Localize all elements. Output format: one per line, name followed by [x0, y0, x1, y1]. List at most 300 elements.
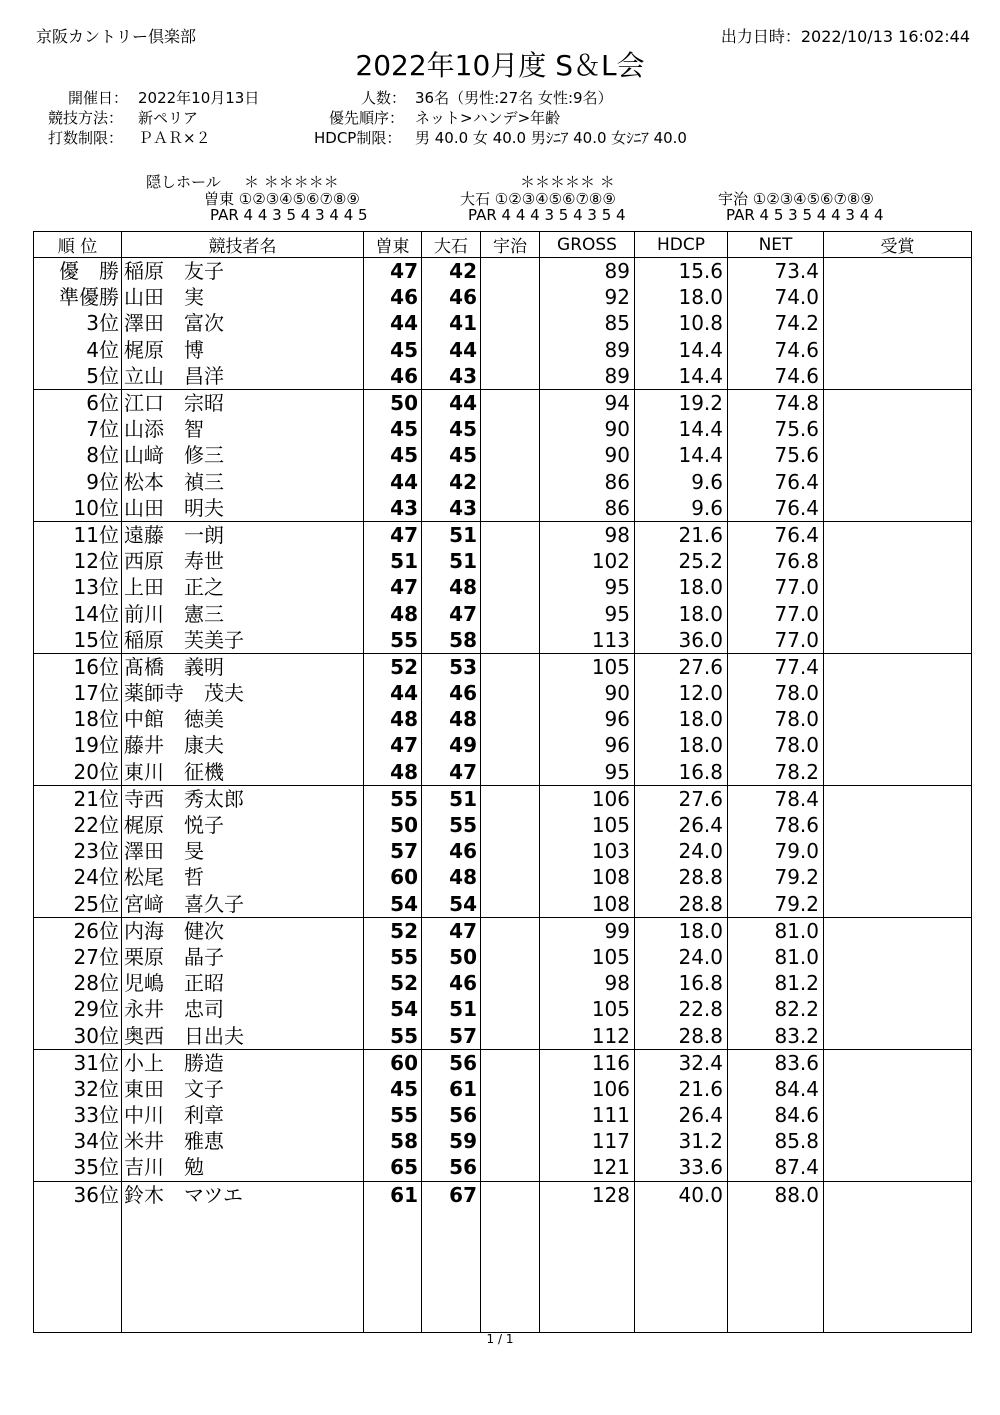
result-course-1-score: 50 — [364, 389, 422, 416]
result-course-2-score: 50 — [422, 944, 481, 970]
result-hdcp: 36.0 — [635, 627, 728, 654]
result-course-2-score: 56 — [422, 1102, 481, 1128]
result-gross: 89 — [540, 337, 635, 363]
table-row — [34, 1128, 972, 1154]
result-gross: 95 — [540, 574, 635, 600]
result-hdcp: 18.0 — [635, 284, 728, 310]
result-course-2-score: 61 — [422, 1076, 481, 1102]
result-course-3-score — [481, 653, 540, 680]
col-player: 競技者名 — [122, 232, 364, 258]
result-rank: 16位 — [34, 653, 122, 680]
result-rank: 32位 — [34, 1076, 122, 1102]
result-course-1-score: 50 — [364, 812, 422, 838]
result-gross: 85 — [540, 310, 635, 336]
result-player-name: 薬師寺 茂夫 — [122, 680, 364, 706]
result-award — [824, 917, 972, 944]
result-hdcp: 28.8 — [635, 864, 728, 890]
result-rank: 24位 — [34, 864, 122, 890]
result-rank: 21位 — [34, 785, 122, 812]
result-course-2-score: 67 — [422, 1181, 481, 1208]
result-award — [824, 495, 972, 522]
result-rank: 23位 — [34, 838, 122, 864]
result-player-name: 上田 正之 — [122, 574, 364, 600]
result-gross: 90 — [540, 680, 635, 706]
result-course-2-score: 48 — [422, 574, 481, 600]
result-gross: 105 — [540, 653, 635, 680]
course-2-par: PAR 4 4 4 3 5 4 3 5 4 — [468, 206, 626, 224]
result-hdcp: 25.2 — [635, 548, 728, 574]
result-rank: 26位 — [34, 917, 122, 944]
result-course-1-score: 57 — [364, 838, 422, 864]
result-course-1-score: 44 — [364, 680, 422, 706]
result-net: 73.4 — [728, 258, 824, 285]
result-rank: 25位 — [34, 891, 122, 918]
result-player-name: 児嶋 正昭 — [122, 970, 364, 996]
result-course-1-score: 54 — [364, 891, 422, 918]
result-course-3-score — [481, 521, 540, 548]
result-course-1-score: 45 — [364, 416, 422, 442]
result-course-1-score: 60 — [364, 1049, 422, 1076]
result-net: 88.0 — [728, 1181, 824, 1208]
result-course-1-score: 48 — [364, 759, 422, 786]
result-gross: 86 — [540, 469, 635, 495]
result-course-2-score: 51 — [422, 521, 481, 548]
course-3-hole-numbers: ①②③④⑤⑥⑦⑧⑨ — [752, 190, 874, 208]
result-player-name: 永井 忠司 — [122, 996, 364, 1022]
result-rank: 35位 — [34, 1154, 122, 1181]
result-rank: 15位 — [34, 627, 122, 654]
col-net: NET — [728, 232, 824, 258]
table-header-row — [34, 232, 972, 258]
table-row — [34, 891, 972, 918]
result-course-1-score: 45 — [364, 337, 422, 363]
table-row — [34, 284, 972, 310]
result-course-1-score: 52 — [364, 917, 422, 944]
result-gross: 89 — [540, 363, 635, 390]
table-row — [34, 1022, 972, 1049]
result-course-2-score: 49 — [422, 732, 481, 758]
result-rank: 7位 — [34, 416, 122, 442]
result-course-1-score: 47 — [364, 258, 422, 285]
printed-timestamp: 出力日時：2022/10/13 16:02:44 — [720, 27, 970, 46]
result-player-name: 栗原 晶子 — [122, 944, 364, 970]
blank-cell — [122, 1208, 364, 1333]
result-course-2-score: 43 — [422, 495, 481, 522]
result-course-3-score — [481, 600, 540, 626]
result-net: 76.4 — [728, 521, 824, 548]
result-hdcp: 18.0 — [635, 732, 728, 758]
result-course-1-score: 47 — [364, 732, 422, 758]
result-player-name: 中館 徳美 — [122, 706, 364, 732]
result-player-name: 遠藤 一朗 — [122, 521, 364, 548]
result-hdcp: 40.0 — [635, 1181, 728, 1208]
table-blank-space — [34, 1208, 972, 1333]
result-hdcp: 26.4 — [635, 812, 728, 838]
col-gross: GROSS — [540, 232, 635, 258]
result-player-name: 山田 実 — [122, 284, 364, 310]
result-course-3-score — [481, 284, 540, 310]
result-rank: 19位 — [34, 732, 122, 758]
result-award — [824, 1049, 972, 1076]
col-course-2: 大石 — [422, 232, 481, 258]
result-net: 81.0 — [728, 944, 824, 970]
result-net: 77.0 — [728, 627, 824, 654]
result-hdcp: 32.4 — [635, 1049, 728, 1076]
result-rank: 11位 — [34, 521, 122, 548]
result-course-2-score: 41 — [422, 310, 481, 336]
result-hdcp: 12.0 — [635, 680, 728, 706]
result-gross: 92 — [540, 284, 635, 310]
result-course-1-score: 45 — [364, 442, 422, 468]
result-rank: 10位 — [34, 495, 122, 522]
result-player-name: 中川 利章 — [122, 1102, 364, 1128]
result-course-1-score: 43 — [364, 495, 422, 522]
result-gross: 111 — [540, 1102, 635, 1128]
result-course-1-score: 54 — [364, 996, 422, 1022]
result-award — [824, 653, 972, 680]
result-hdcp: 16.8 — [635, 759, 728, 786]
table-row — [34, 996, 972, 1022]
date-label: 開催日： — [68, 89, 129, 107]
result-gross: 105 — [540, 944, 635, 970]
table-row — [34, 944, 972, 970]
result-hdcp: 14.4 — [635, 337, 728, 363]
blank-cell — [635, 1208, 728, 1333]
result-course-2-score: 59 — [422, 1128, 481, 1154]
course-2-hole-numbers: ①②③④⑤⑥⑦⑧⑨ — [494, 190, 616, 208]
result-rank: 20位 — [34, 759, 122, 786]
result-course-3-score — [481, 812, 540, 838]
result-net: 77.4 — [728, 653, 824, 680]
result-player-name: 山﨑 修三 — [122, 442, 364, 468]
participants-value: 36名（男性:27名 女性:9名） — [415, 89, 613, 107]
result-course-2-score: 51 — [422, 548, 481, 574]
result-rank: 27位 — [34, 944, 122, 970]
col-course-1: 曽東 — [364, 232, 422, 258]
results-table — [33, 231, 972, 1333]
result-net: 74.2 — [728, 310, 824, 336]
table-row — [34, 442, 972, 468]
col-award: 受賞 — [824, 232, 972, 258]
result-course-3-score — [481, 917, 540, 944]
result-gross: 128 — [540, 1181, 635, 1208]
result-player-name: 吉川 勉 — [122, 1154, 364, 1181]
result-rank: 9位 — [34, 469, 122, 495]
result-net: 74.0 — [728, 284, 824, 310]
result-course-3-score — [481, 680, 540, 706]
table-row — [34, 521, 972, 548]
result-course-2-score: 48 — [422, 706, 481, 732]
result-hdcp: 26.4 — [635, 1102, 728, 1128]
hidden-holes-marks-1: ＊ ＊＊＊＊＊ — [244, 173, 339, 191]
result-award — [824, 600, 972, 626]
result-hdcp: 9.6 — [635, 469, 728, 495]
result-gross: 96 — [540, 706, 635, 732]
result-net: 78.2 — [728, 759, 824, 786]
col-course-3: 宇治 — [481, 232, 540, 258]
limit-label: 打数制限： — [48, 129, 124, 147]
result-rank: 3位 — [34, 310, 122, 336]
blank-cell — [34, 1208, 122, 1333]
result-course-2-score: 45 — [422, 442, 481, 468]
result-rank: 5位 — [34, 363, 122, 390]
table-row — [34, 600, 972, 626]
result-course-1-score: 55 — [364, 785, 422, 812]
result-gross: 95 — [540, 759, 635, 786]
result-course-2-score: 58 — [422, 627, 481, 654]
result-course-2-score: 42 — [422, 258, 481, 285]
result-award — [824, 680, 972, 706]
result-course-1-score: 61 — [364, 1181, 422, 1208]
table-row — [34, 732, 972, 758]
result-course-2-score: 51 — [422, 785, 481, 812]
result-award — [824, 627, 972, 654]
course-3-par: PAR 4 5 3 5 4 4 3 4 4 — [726, 206, 884, 224]
hidden-holes-marks-2: ＊＊＊＊＊ ＊ — [520, 173, 615, 191]
result-net: 75.6 — [728, 442, 824, 468]
table-row — [34, 363, 972, 390]
result-player-name: 稲原 友子 — [122, 258, 364, 285]
result-net: 78.0 — [728, 680, 824, 706]
result-net: 84.6 — [728, 1102, 824, 1128]
result-award — [824, 389, 972, 416]
result-gross: 106 — [540, 785, 635, 812]
result-course-1-score: 47 — [364, 574, 422, 600]
result-course-2-score: 51 — [422, 996, 481, 1022]
page-title: 2022年10月度 S＆L会 — [355, 49, 645, 82]
result-course-1-score: 60 — [364, 864, 422, 890]
result-gross: 108 — [540, 891, 635, 918]
result-hdcp: 31.2 — [635, 1128, 728, 1154]
blank-cell — [728, 1208, 824, 1333]
result-course-2-score: 57 — [422, 1022, 481, 1049]
result-net: 78.0 — [728, 732, 824, 758]
result-award — [824, 759, 972, 786]
result-course-1-score: 55 — [364, 1102, 422, 1128]
result-award — [824, 284, 972, 310]
result-gross: 90 — [540, 442, 635, 468]
result-net: 85.8 — [728, 1128, 824, 1154]
result-course-3-score — [481, 258, 540, 285]
result-net: 82.2 — [728, 996, 824, 1022]
result-net: 77.0 — [728, 574, 824, 600]
result-player-name: 江口 宗昭 — [122, 389, 364, 416]
result-hdcp: 14.4 — [635, 363, 728, 390]
result-net: 83.6 — [728, 1049, 824, 1076]
result-award — [824, 891, 972, 918]
result-net: 79.2 — [728, 864, 824, 890]
participants-label: 人数： — [361, 89, 407, 107]
priority-label: 優先順序： — [329, 109, 405, 127]
result-course-3-score — [481, 891, 540, 918]
result-net: 76.4 — [728, 495, 824, 522]
table-row — [34, 389, 972, 416]
hidden-holes-label: 隠しホール — [146, 173, 221, 191]
result-net: 78.0 — [728, 706, 824, 732]
method-value: 新ペリア — [138, 109, 199, 127]
table-row — [34, 838, 972, 864]
table-row — [34, 653, 972, 680]
result-hdcp: 27.6 — [635, 785, 728, 812]
course-3-name: 宇治 — [718, 190, 749, 208]
result-rank: 4位 — [34, 337, 122, 363]
result-player-name: 梶原 博 — [122, 337, 364, 363]
result-net: 78.6 — [728, 812, 824, 838]
table-row — [34, 864, 972, 890]
result-award — [824, 416, 972, 442]
result-hdcp: 18.0 — [635, 706, 728, 732]
result-course-1-score: 51 — [364, 548, 422, 574]
course-1-hole-numbers: ①②③④⑤⑥⑦⑧⑨ — [238, 190, 360, 208]
hdcp-limit-value: 男 40.0 女 40.0 男ｼﾆｱ 40.0 女ｼﾆｱ 40.0 — [415, 129, 687, 147]
result-net: 74.8 — [728, 389, 824, 416]
result-course-2-score: 46 — [422, 838, 481, 864]
table-row — [34, 680, 972, 706]
result-award — [824, 442, 972, 468]
result-course-3-score — [481, 785, 540, 812]
result-course-3-score — [481, 1076, 540, 1102]
result-player-name: 東川 征機 — [122, 759, 364, 786]
result-course-2-score: 44 — [422, 389, 481, 416]
result-player-name: 寺西 秀太郎 — [122, 785, 364, 812]
result-hdcp: 10.8 — [635, 310, 728, 336]
result-course-1-score: 58 — [364, 1128, 422, 1154]
result-player-name: 松本 禎三 — [122, 469, 364, 495]
result-player-name: 梶原 悦子 — [122, 812, 364, 838]
table-row — [34, 917, 972, 944]
result-hdcp: 15.6 — [635, 258, 728, 285]
result-award — [824, 469, 972, 495]
table-row — [34, 548, 972, 574]
result-award — [824, 363, 972, 390]
result-course-2-score: 44 — [422, 337, 481, 363]
result-course-2-score: 46 — [422, 284, 481, 310]
result-award — [824, 838, 972, 864]
result-award — [824, 1154, 972, 1181]
result-gross: 108 — [540, 864, 635, 890]
result-course-3-score — [481, 838, 540, 864]
club-name: 京阪カントリー倶楽部 — [36, 27, 197, 46]
result-rank: 12位 — [34, 548, 122, 574]
result-rank: 30位 — [34, 1022, 122, 1049]
result-hdcp: 19.2 — [635, 389, 728, 416]
result-course-2-score: 45 — [422, 416, 481, 442]
result-player-name: 稲原 芙美子 — [122, 627, 364, 654]
result-award — [824, 944, 972, 970]
result-rank: 31位 — [34, 1049, 122, 1076]
result-gross: 98 — [540, 970, 635, 996]
result-gross: 105 — [540, 812, 635, 838]
result-gross: 94 — [540, 389, 635, 416]
result-player-name: 小上 勝造 — [122, 1049, 364, 1076]
table-row — [34, 469, 972, 495]
result-award — [824, 812, 972, 838]
result-net: 76.4 — [728, 469, 824, 495]
result-course-1-score: 46 — [364, 363, 422, 390]
result-hdcp: 22.8 — [635, 996, 728, 1022]
result-course-3-score — [481, 310, 540, 336]
result-course-3-score — [481, 759, 540, 786]
result-course-3-score — [481, 574, 540, 600]
result-net: 74.6 — [728, 337, 824, 363]
result-course-3-score — [481, 495, 540, 522]
result-gross: 105 — [540, 996, 635, 1022]
table-row — [34, 970, 972, 996]
result-course-3-score — [481, 627, 540, 654]
result-net: 81.2 — [728, 970, 824, 996]
result-gross: 99 — [540, 917, 635, 944]
result-gross: 89 — [540, 258, 635, 285]
result-hdcp: 21.6 — [635, 1076, 728, 1102]
result-award — [824, 864, 972, 890]
result-award — [824, 1022, 972, 1049]
result-course-3-score — [481, 864, 540, 890]
result-hdcp: 18.0 — [635, 600, 728, 626]
course-2-name: 大石 — [460, 190, 491, 208]
table-row — [34, 785, 972, 812]
result-net: 78.4 — [728, 785, 824, 812]
result-rank: 29位 — [34, 996, 122, 1022]
result-award — [824, 521, 972, 548]
result-course-2-score: 56 — [422, 1049, 481, 1076]
result-course-1-score: 52 — [364, 653, 422, 680]
result-course-3-score — [481, 442, 540, 468]
result-player-name: 髙橋 義明 — [122, 653, 364, 680]
result-course-3-score — [481, 1181, 540, 1208]
result-net: 76.8 — [728, 548, 824, 574]
result-net: 75.6 — [728, 416, 824, 442]
page-indicator: 1 / 1 — [486, 1332, 514, 1346]
result-course-1-score: 47 — [364, 521, 422, 548]
result-player-name: 米井 雅恵 — [122, 1128, 364, 1154]
result-award — [824, 574, 972, 600]
result-course-1-score: 65 — [364, 1154, 422, 1181]
table-row — [34, 627, 972, 654]
result-course-3-score — [481, 1102, 540, 1128]
result-gross: 113 — [540, 627, 635, 654]
result-course-3-score — [481, 1049, 540, 1076]
result-hdcp: 21.6 — [635, 521, 728, 548]
result-course-2-score: 43 — [422, 363, 481, 390]
result-rank: 準優勝 — [34, 284, 122, 310]
result-hdcp: 16.8 — [635, 970, 728, 996]
result-course-3-score — [481, 469, 540, 495]
result-course-2-score: 46 — [422, 680, 481, 706]
result-gross: 102 — [540, 548, 635, 574]
result-player-name: 前川 憲三 — [122, 600, 364, 626]
result-course-3-score — [481, 1022, 540, 1049]
result-net: 74.6 — [728, 363, 824, 390]
result-gross: 90 — [540, 416, 635, 442]
result-player-name: 藤井 康夫 — [122, 732, 364, 758]
result-course-1-score: 44 — [364, 310, 422, 336]
result-course-1-score: 46 — [364, 284, 422, 310]
method-label: 競技方法： — [48, 109, 124, 127]
table-row — [34, 258, 972, 285]
table-row — [34, 706, 972, 732]
table-row — [34, 759, 972, 786]
result-award — [824, 258, 972, 285]
result-course-2-score: 42 — [422, 469, 481, 495]
result-course-3-score — [481, 706, 540, 732]
result-hdcp: 28.8 — [635, 891, 728, 918]
result-gross: 121 — [540, 1154, 635, 1181]
table-row — [34, 337, 972, 363]
result-course-2-score: 46 — [422, 970, 481, 996]
result-hdcp: 18.0 — [635, 917, 728, 944]
result-net: 81.0 — [728, 917, 824, 944]
result-award — [824, 310, 972, 336]
